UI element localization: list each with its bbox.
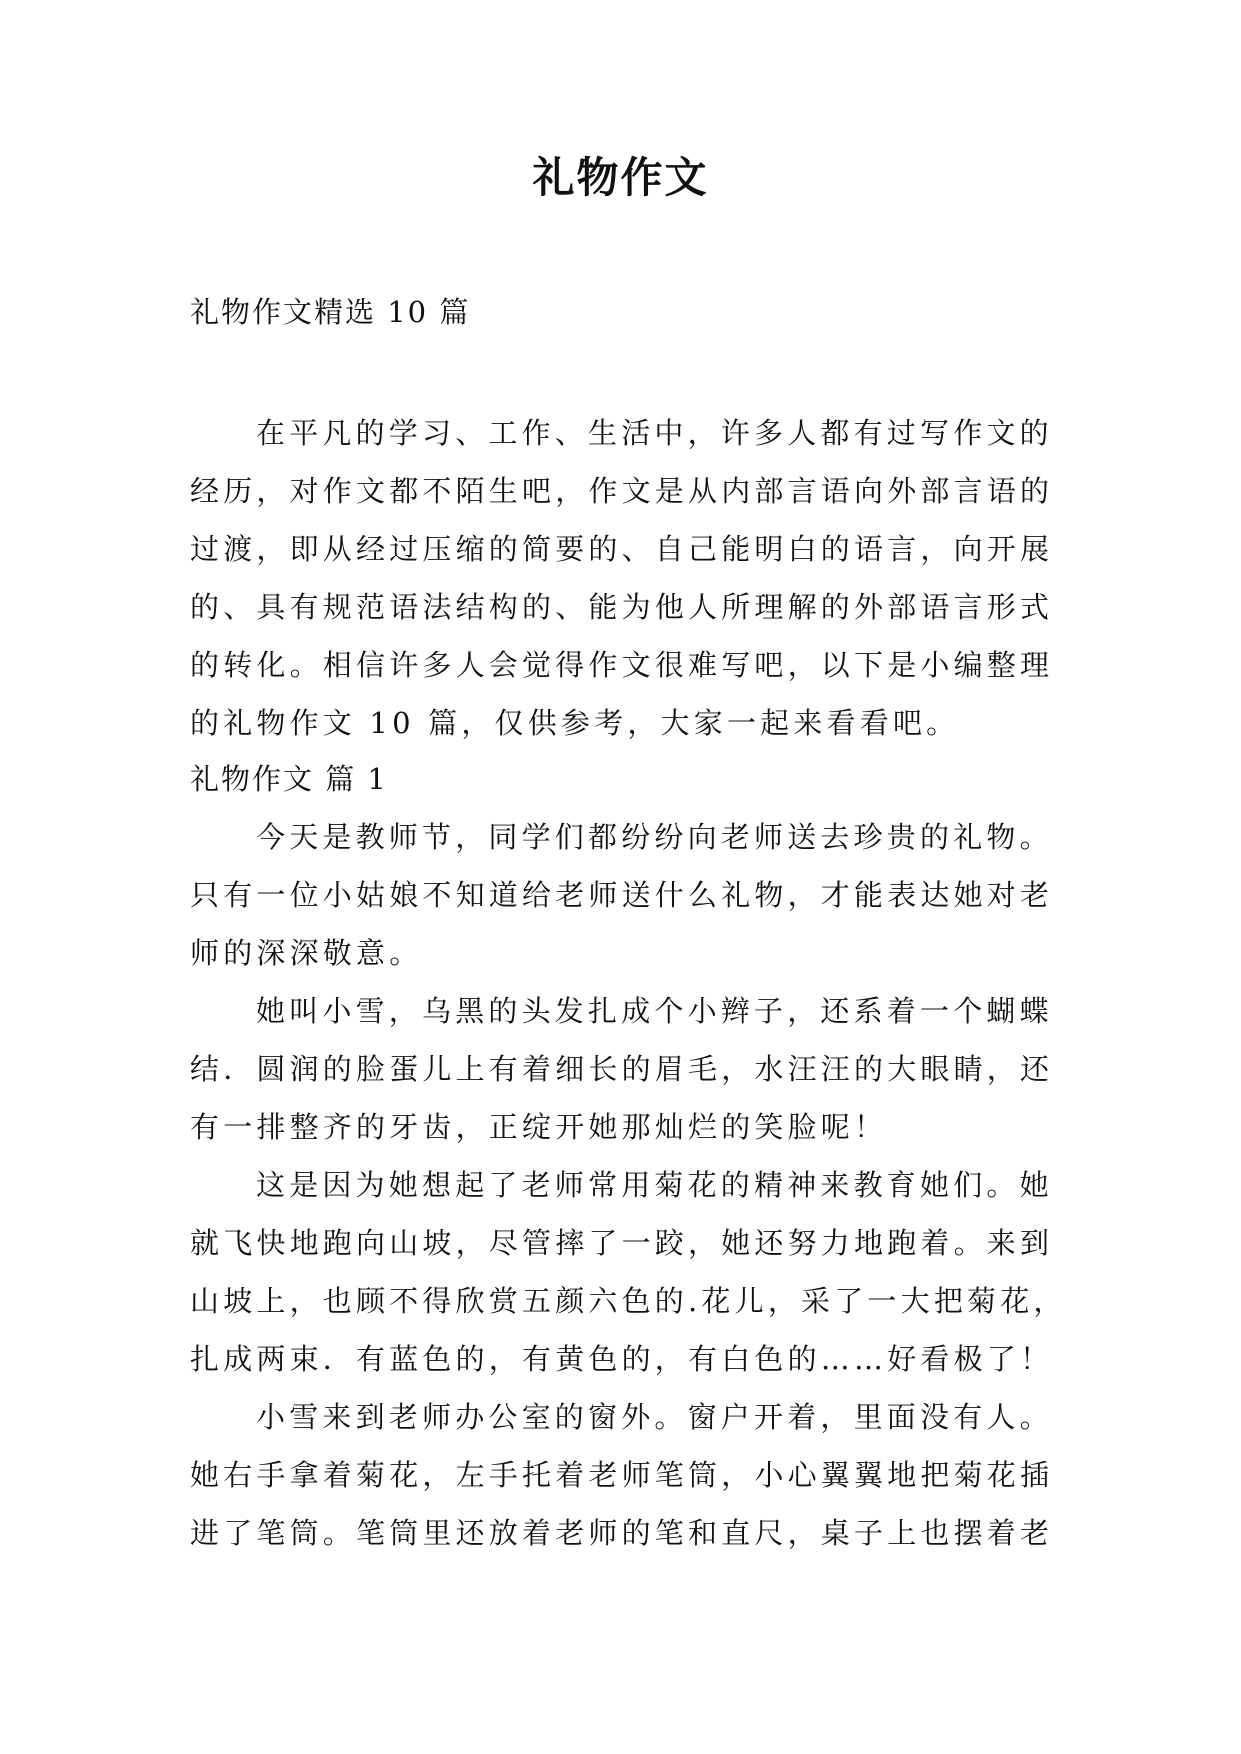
section-heading-1: 礼物作文 篇 1 (190, 762, 388, 796)
intro-paragraph: 在平凡的学习、工作、生活中，许多人都有过写作文的经历，对作文都不陌生吧，作文是从内部言语向外部言语的过渡，即从经过压缩的简要的、自己能明白的语言，向开展的、具有规范语法结构的、能为他人所理解的外部语言形式的转化。相信许多人会觉得作文很难写吧，以下是小编整理的礼物作文 10 篇，仅供参考，大家一起来看看吧。 (190, 416, 1054, 740)
body-paragraph: 今天是教师节，同学们都纷纷向老师送去珍贵的礼物。只有一位小姑娘不知道给老师送什么礼物，才能表达她对老师的深深敬意。 (190, 820, 1054, 970)
document-subtitle: 礼物作文精选 10 篇 (190, 295, 471, 329)
body-paragraph: 小雪来到老师办公室的窗外。窗户开着，里面没有人。她右手拿着菊花，左手托着老师笔筒，小心翼翼地把菊花插进了笔筒。笔筒里还放着老师的笔和直尺，桌子上也摆着老 (190, 1400, 1054, 1550)
document-body (190, 404, 1070, 1562)
body-paragraph: 她叫小雪，乌黑的头发扎成个小辫子，还系着一个蝴蝶结．圆润的脸蛋儿上有着细长的眉毛，水汪汪的大眼睛，还有一排整齐的牙齿，正绽开她那灿烂的笑脸呢！ (190, 994, 1054, 1144)
body-paragraph: 这是因为她想起了老师常用菊花的精神来教育她们。她就飞快地跑向山坡，尽管摔了一跤，她还努力地跑着。来到山坡上，也顾不得欣赏五颜六色的.花儿，采了一大把菊花，扎成两束．有蓝色的，有黄色的，有白色的……好看极了！ (190, 1168, 1067, 1376)
document-title: 礼物作文 (532, 153, 709, 202)
